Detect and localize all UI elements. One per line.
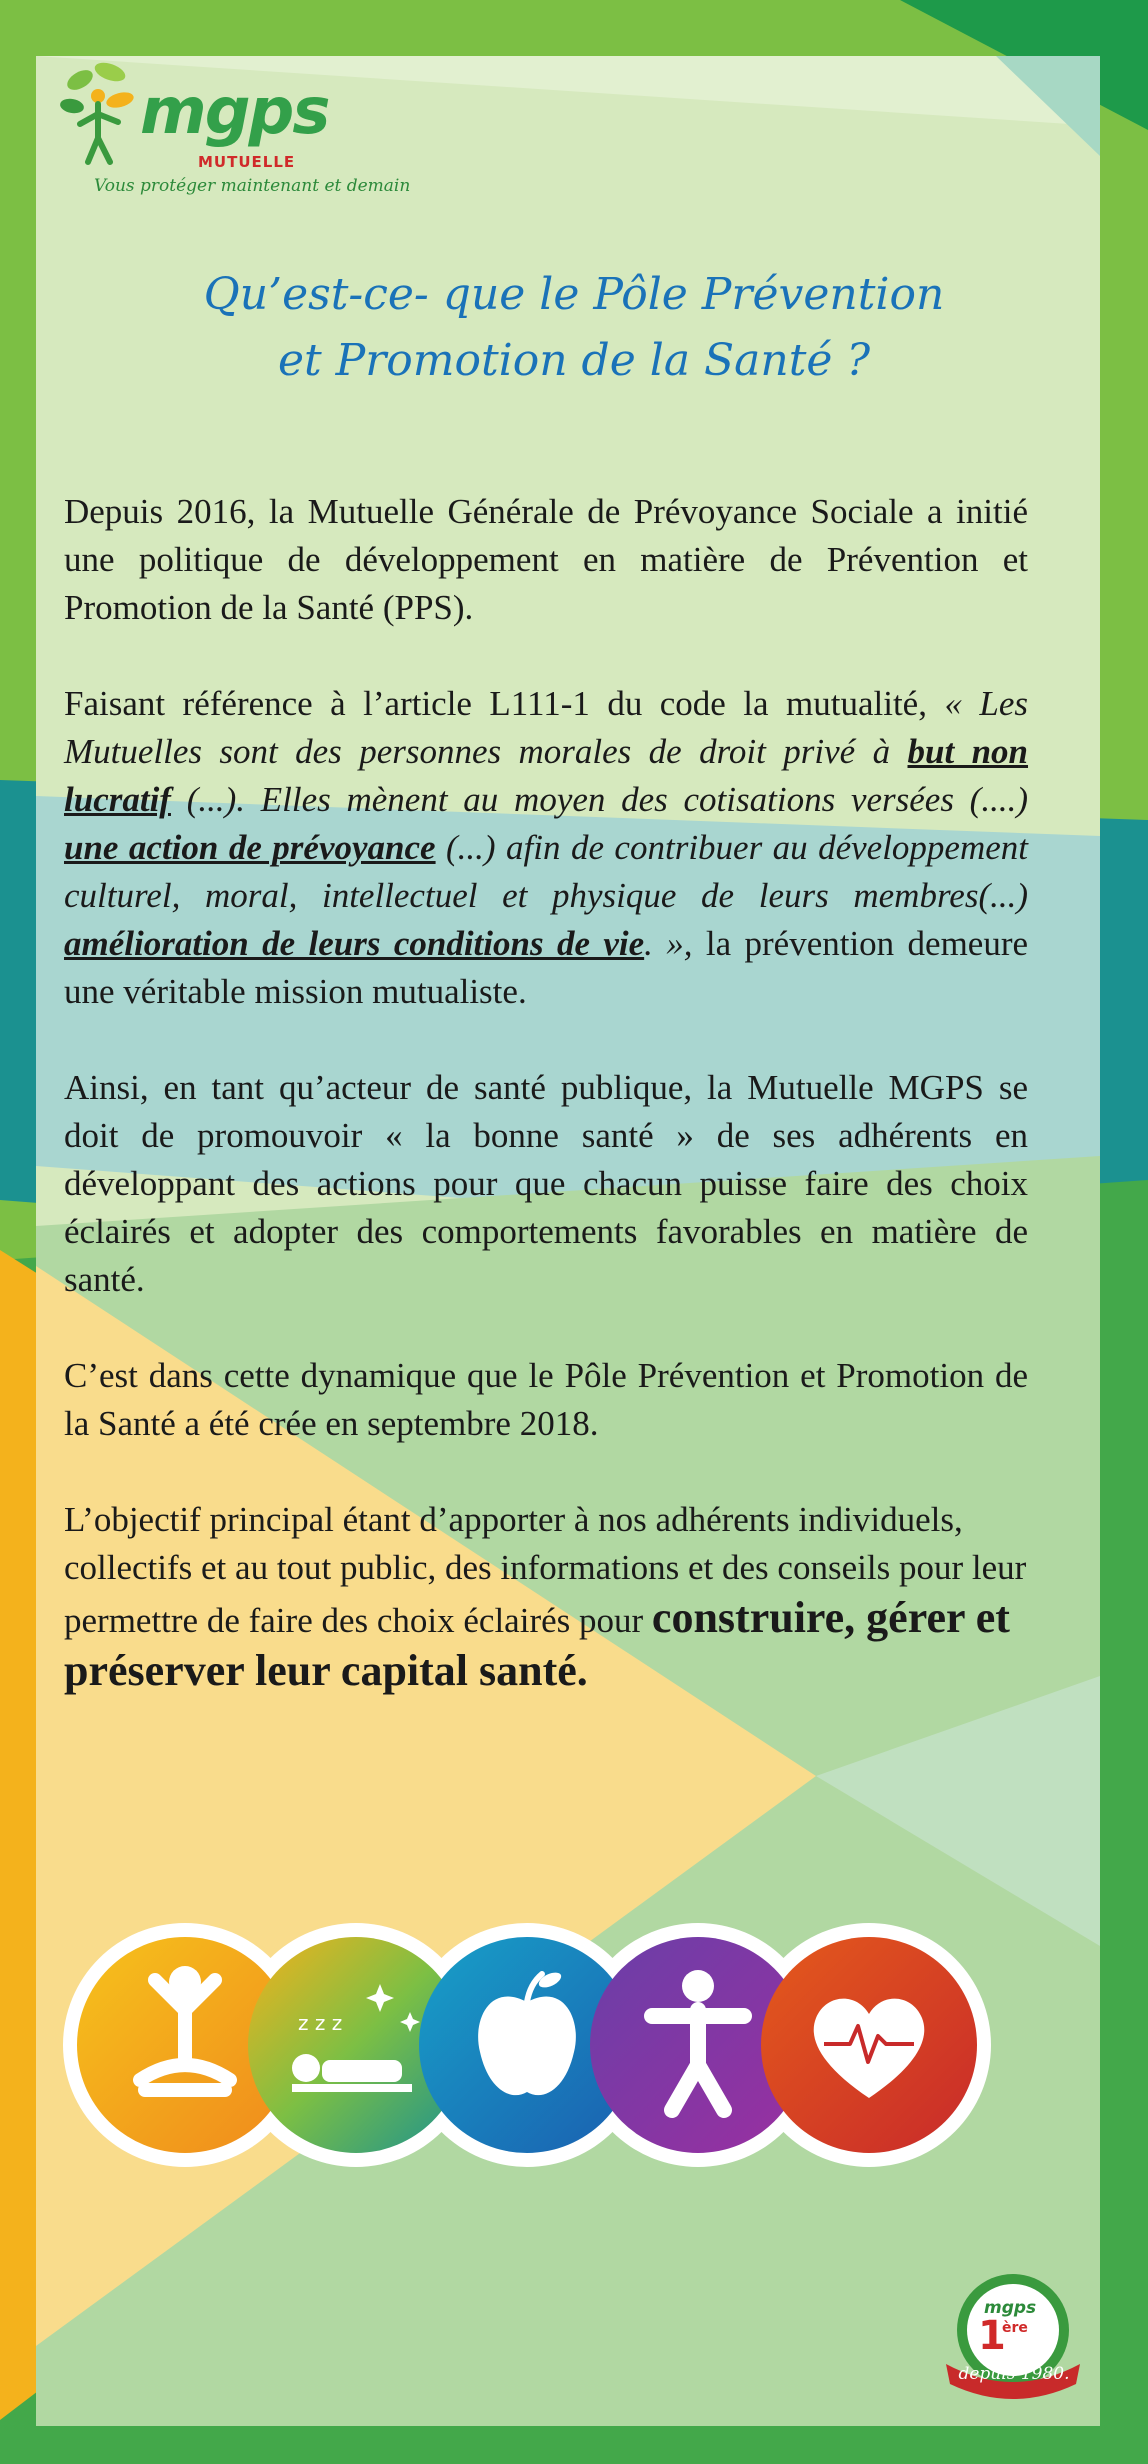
mgps-logo	[58, 58, 411, 208]
paragraph-3: Ainsi, en tant qu’acteur de santé publique, la Mutuelle MGPS se doit de promouvoir « la bonne santé » de ses adhérents en développant des actions pour que chacun puisse faire des choix éclairés et adopter des comportements favorables en matière de santé.	[64, 1068, 1028, 1299]
badge-rank-suffix: ère	[1002, 2320, 1028, 2336]
heart-icon	[761, 1937, 977, 2153]
body-text	[64, 488, 1028, 1746]
p2-intro: Faisant référence à l’article L111-1 du code la mutualité,	[64, 684, 927, 723]
page-title	[60, 262, 1088, 394]
title-line-1: Qu’est-ce- que le Pôle Prévention	[203, 269, 945, 320]
title-line-2: et Promotion de la Santé ?	[277, 335, 871, 386]
p5-emphasis: construire, gérer et préserver leur capital santé.	[64, 1593, 1010, 1695]
p2-quote-4: . »,	[644, 924, 693, 963]
logo-subtitle: MUTUELLE	[198, 153, 296, 171]
paragraph-5	[64, 1496, 1028, 1698]
badge-rank: 1	[978, 2313, 1006, 2359]
badge-brand: mgps	[984, 2298, 1037, 2318]
p2-highlight-2: une action de prévoyance	[64, 828, 436, 867]
p2-outro: la prévention demeure une véritable mission mutualiste.	[64, 924, 1029, 1011]
since-1980-badge	[938, 2268, 1088, 2408]
health-icons-banner	[60, 1920, 1034, 2170]
p2-quote-2: (...). Elles mènent au moyen des cotisations versées (....)	[186, 780, 1028, 819]
badge-since: depuis 1980.	[958, 2364, 1070, 2384]
logo-tagline: Vous protéger maintenant et demain	[94, 176, 411, 196]
p5-text: L’objectif principal étant d’apporter à nos adhérents individuels, collectifs et au tout public, des informations et des conseils pour leur permettre de faire des choix éclairés pour	[64, 1500, 1027, 1640]
p2-quote-3: (...) afin de contribuer au développement culturel, moral, intellectuel et physique de leurs membres(...)	[64, 828, 1028, 915]
paragraph-4: C’est dans cette dynamique que le Pôle Prévention et Promotion de la Santé a été crée en septembre 2018.	[64, 1356, 1028, 1443]
logo-name: mgps	[140, 75, 329, 149]
p2-highlight-3: amélioration de leurs conditions de vie	[64, 924, 645, 963]
p2-highlight-1: but non lucratif	[64, 732, 1029, 819]
paragraph-2	[64, 680, 1028, 1016]
p2-quote-1: « Les Mutuelles sont des personnes morales de droit privé à	[64, 684, 1029, 771]
svg-text:z z z: z z z	[298, 2011, 343, 2035]
paragraph-1: Depuis 2016, la Mutuelle Générale de Prévoyance Sociale a initié une politique de développement en matière de Prévention et Promotion de la Santé (PPS).	[64, 492, 1028, 627]
